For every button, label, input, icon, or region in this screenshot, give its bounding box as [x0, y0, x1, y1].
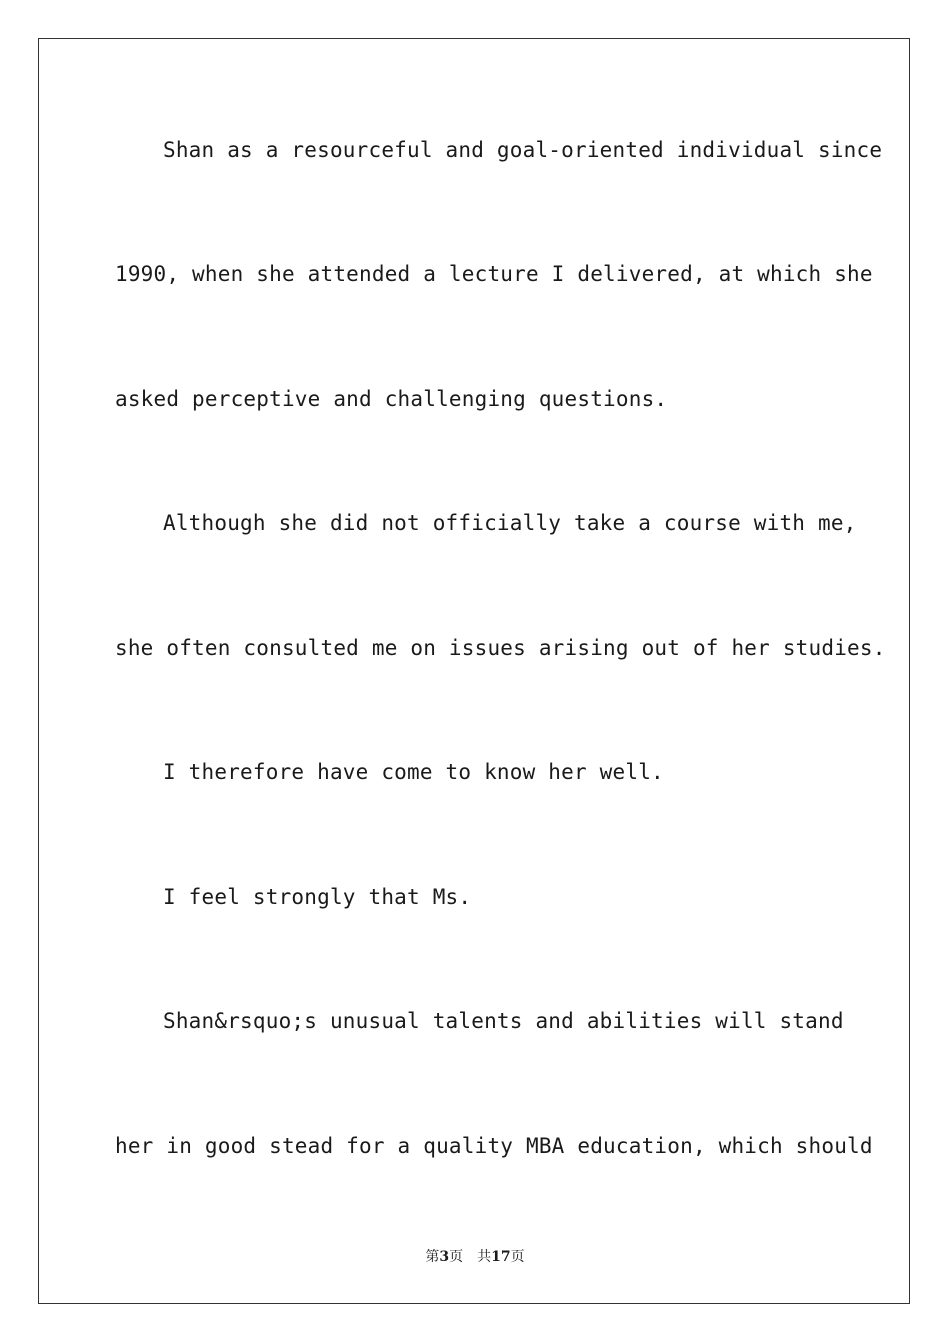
text-line-1: Shan as a resourceful and goal-oriented individual since: [163, 138, 883, 162]
text-line-4: Although she did not officially take a course with me,: [163, 511, 857, 535]
page-footer: [0, 1246, 950, 1266]
text-line-3: asked perceptive and challenging questions.: [115, 387, 668, 411]
text-line-2: 1990, when she attended a lecture I delivered, at which she: [115, 262, 873, 286]
text-line-9: her in good stead for a quality MBA education, which should: [115, 1134, 873, 1158]
page-total: 共17页: [477, 1249, 525, 1265]
page-number: 第3页: [425, 1249, 464, 1265]
text-line-5: she often consulted me on issues arising out of her studies.: [115, 636, 886, 660]
text-line-6: I therefore have come to know her well.: [163, 760, 664, 784]
text-line-8: Shan&rsquo;s unusual talents and abilities will stand: [163, 1009, 844, 1033]
text-line-7: I feel strongly that Ms.: [163, 885, 472, 909]
page-border: [38, 38, 910, 1304]
